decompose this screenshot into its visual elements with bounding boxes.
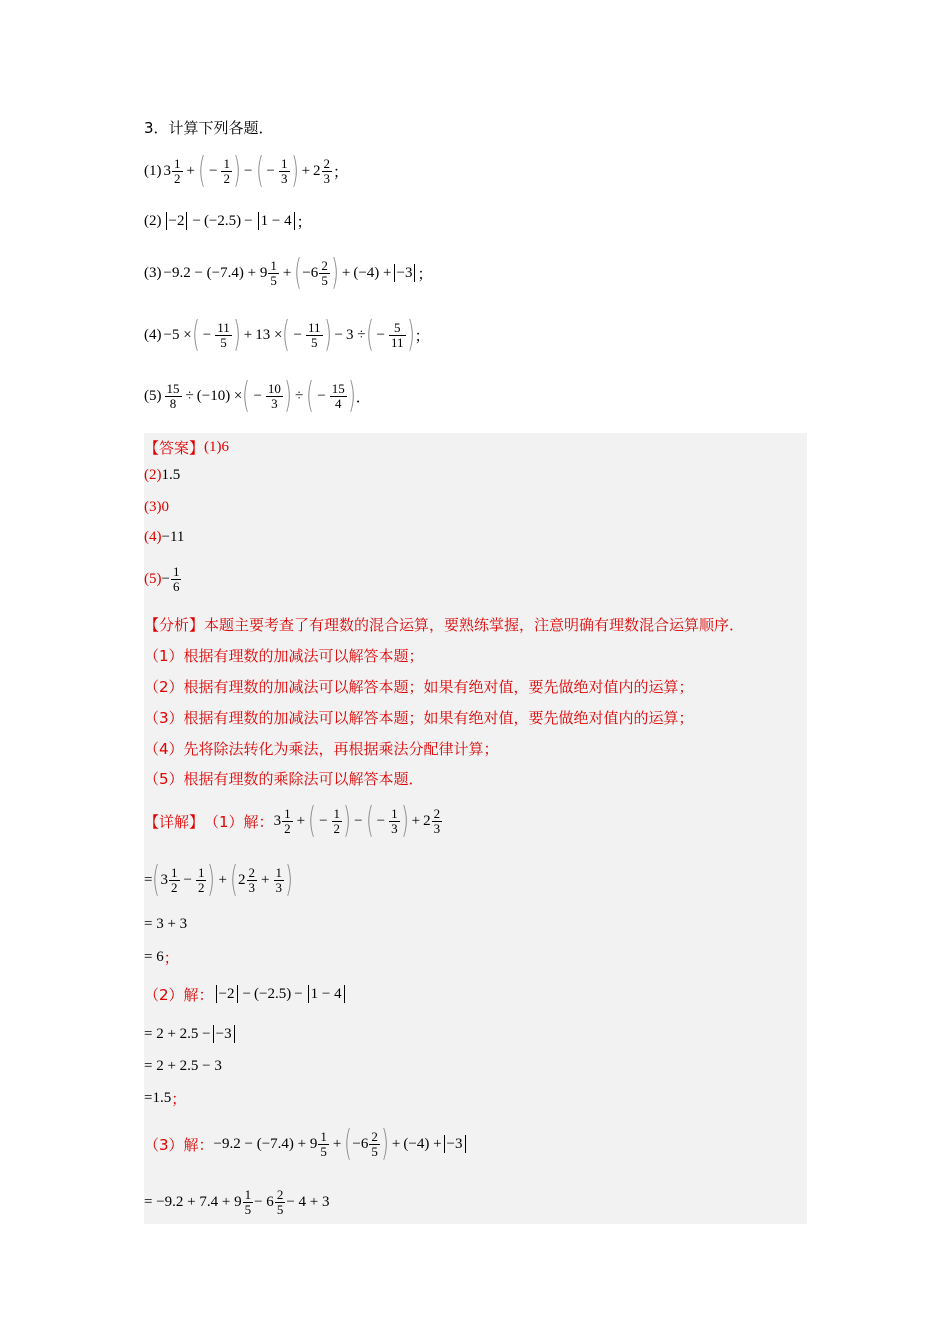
detail-math: =1.5 [144,1090,172,1106]
fraction: $\frac{2}{3}$ [323,155,331,186]
fraction: $\frac{2}{5}$ [276,1186,284,1217]
detail-tag: 【详解】 [144,812,205,831]
question-item-1: (1) 3 $\frac{1}{2}$ + ( − $\frac{1}{2}$ ) − ( − $\frac{1}{3}$ ) + 2 $\frac{2}{3}$ ； [144,150,349,191]
item-end: ； [414,326,430,345]
analysis-point-text: （5）根据有理数的乘除法可以解答本题． [144,770,424,788]
fraction: $\frac{11}{5}$ [217,319,230,350]
answer-label: (3) [144,499,162,515]
answer-label: (2) [144,467,162,483]
analysis-tag: 【分析】 [144,616,205,634]
analysis-intro-text: 本题主要考查了有理数的混合运算，要熟练掌握，注意明确有理数混合运算顺序． [204,616,745,634]
answer-tag: 【答案】 [144,439,205,457]
fraction: $\frac{2}{5}$ [321,257,328,288]
detail-3-line-1: （3）解： −9.2 − (−7.4) + 9 $\frac{1}{5}$ + ( −6 $\frac{2}{5}$ ) + (−4) + −3 [144,1123,468,1165]
answer-line-4 [144,529,184,546]
fraction: $\frac{11}{5}$ [307,319,321,350]
fraction: $\frac{1}{5}$ [244,1186,252,1217]
fraction: $\frac{15}{4}$ [331,380,345,411]
question-item-5: (5) $\frac{15}{8}$ ÷ (−10) × ( − $\frac{10}{3}$ ) ÷ ( − $\frac{15}{4}$ ) ． [144,375,371,416]
detail-math: − 4 + 3 [286,1193,330,1210]
fraction: $\frac{15}{8}$ [166,380,180,411]
question-item-3: (3) −9.2 − (−7.4) + 9 $\frac{1}{5}$ + ( −6 $\frac{2}{5}$ ) + (−4) + −3 ； [144,252,433,293]
detail-2-line-1: （2）解： −2 − (−2.5) − 1 − 4 [144,982,347,1006]
fraction: $\frac{1}{2}$ [223,155,230,186]
analysis-point-text: （4）先将除法转化为乘法，再根据乘法分配律计算； [144,740,499,758]
fraction: $\frac{1}{3}$ [275,864,283,895]
detail-1-line-1: 【详解】 （1）解： 3 $\frac{1}{2}$ + ( − $\frac{1}{2}$ ) − ( − $\frac{1}{3}$ ) + 2 $\frac{2}{3}$ [144,800,441,841]
analysis-point-5 [144,768,424,789]
analysis-intro [144,614,744,635]
answer-line-5 [144,559,182,599]
detail-1-line-2: = ( 3 $\frac{1}{2}$ − $\frac{1}{2}$ ) + ( 2 $\frac{2}{3}$ + $\frac{1}{3}$ ) [144,859,293,900]
detail-math: = 2 + 2.5 − [144,1025,211,1042]
answer-value: 6 [221,439,230,455]
answer-value: − [161,570,170,587]
fraction: $\frac{1}{2}$ [333,805,341,836]
fraction: $\frac{1}{2}$ [171,864,178,895]
analysis-point-2 [144,676,694,697]
fraction: $\frac{2}{5}$ [371,1128,378,1159]
item-label: (5) [144,387,162,404]
answer-value: 0 [161,499,169,515]
fraction: $\frac{1}{5}$ [270,257,277,288]
answer-label: (4) [144,529,162,545]
semicolon: ； [163,949,179,967]
fraction: $\frac{1}{3}$ [391,805,398,836]
detail-1-line-3 [144,916,187,933]
fraction: $\frac{1}{6}$ [172,563,180,594]
fraction: $\frac{1}{2}$ [174,155,181,186]
fraction: $\frac{1}{3}$ [281,155,288,186]
fraction: $\frac{2}{3}$ [248,864,256,895]
analysis-point-3 [144,707,694,728]
fraction: $\frac{1}{2}$ [284,805,291,836]
detail-math: = 6 [144,949,164,965]
answer-line-2 [144,467,180,484]
fraction: $\frac{1}{2}$ [197,864,205,895]
answer-line-1 [144,437,229,458]
detail-step-label: （1）解： [204,812,274,831]
analysis-point-text: （3）根据有理数的加减法可以解答本题；如果有绝对值，要先做绝对值内的运算； [144,709,694,727]
analysis-point-text: （1）根据有理数的加减法可以解答本题； [144,647,424,665]
item-label: (1) [144,162,162,179]
answer-value: −11 [161,529,185,545]
detail-step-label: （3）解： [144,1135,214,1154]
detail-math: = −9.2 + 7.4 + 9 [144,1193,242,1210]
question-item-2: (2) −2 − (−2.5) − 1 − 4 ； [144,212,312,231]
fraction: $\frac{5}{11}$ [391,319,404,350]
detail-2-line-3 [144,1058,222,1075]
item-end: ； [296,212,312,231]
semicolon: ； [171,1090,187,1108]
item-end: ； [417,264,433,283]
analysis-point-1 [144,645,424,666]
detail-math: = 2 + 2.5 − 3 [144,1058,222,1074]
detail-2-line-2: = 2 + 2.5 − −3 [144,1022,237,1046]
answer-label: (1) [204,439,222,455]
detail-2-line-4 [144,1088,186,1109]
item-end: ． [355,387,371,406]
analysis-point-4 [144,738,499,759]
item-label: (4) [144,326,162,343]
fraction: $\frac{2}{3}$ [433,805,441,836]
question-item-4: (4) −5 × ( − $\frac{11}{5}$ ) + 13 × ( − $\frac{11}{5}$ ) − 3 ÷ ( − $\frac{5}{11}$ ) ； [144,314,430,355]
detail-step-label: （2）解： [144,985,214,1004]
detail-math: − 6 [254,1193,274,1210]
item-label: (2) [144,212,162,229]
question-title [144,117,274,138]
detail-math: = 3 + 3 [144,916,188,932]
answer-line-3 [144,499,169,516]
detail-1-line-4 [144,947,179,968]
answer-value: 1.5 [161,467,181,483]
fraction: $\frac{10}{3}$ [267,380,281,411]
detail-3-line-2 [144,1181,329,1223]
analysis-point-text: （2）根据有理数的加减法可以解答本题；如果有绝对值，要先做绝对值内的运算； [144,678,694,696]
item-end: ； [333,162,349,181]
question-title-text: 3．计算下列各题． [144,119,274,137]
item-label: (3) [144,264,162,281]
answer-label: (5) [144,570,162,587]
fraction: $\frac{1}{5}$ [320,1128,327,1159]
